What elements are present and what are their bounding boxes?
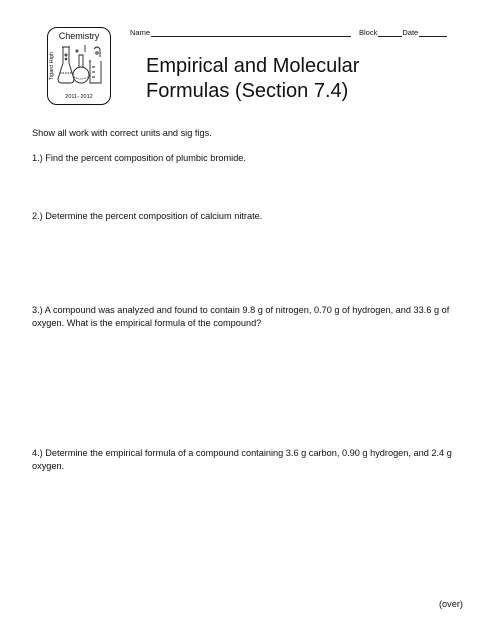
- title-line-2: Formulas (Section 7.4): [146, 80, 349, 102]
- student-info-fields: [130, 28, 462, 37]
- name-field-line[interactable]: [151, 28, 351, 37]
- question-4: 4.) Determine the empirical formula of a compound containing 3.6 g carbon, 0.90 g hydrogen, and 2.4 g oxygen.: [32, 448, 452, 471]
- title-line-1: Empirical and Molecular: [146, 55, 360, 77]
- logo-year: 2011- 2012: [65, 94, 93, 100]
- logo-title: Chemistry: [58, 31, 100, 41]
- question-3: 3.) A compound was analyzed and found to contain 9.8 g of nitrogen, 0.70 g of hydrogen, and 33.6 g of oxygen. What is the empirical formula of the compound?: [32, 305, 450, 328]
- instructions-text: Show all work with correct units and sig figs.: [32, 128, 212, 138]
- chemistry-logo: [47, 27, 111, 105]
- question-1: 1.) Find the percent composition of plumbic bromide.: [32, 153, 246, 163]
- page-title: [146, 54, 446, 104]
- name-label: Name: [130, 28, 151, 37]
- logo-school-name: Tigard High: [49, 52, 55, 81]
- date-label: Date: [402, 28, 419, 37]
- question-2: 2.) Determine the percent composition of calcium nitrate.: [32, 211, 263, 221]
- block-field-line[interactable]: [378, 28, 402, 37]
- block-label: Block: [359, 28, 378, 37]
- over-page-note: (over): [439, 599, 463, 609]
- date-field-line[interactable]: [419, 28, 447, 37]
- lab-glassware-icon: [57, 43, 103, 87]
